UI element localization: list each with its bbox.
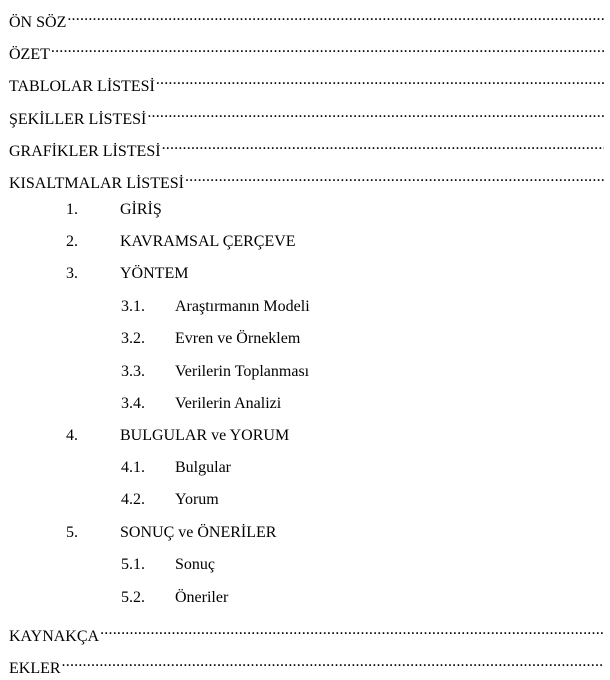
chapter-title: KAVRAMSAL ÇERÇEVE xyxy=(120,233,296,250)
toc-section-5-1[interactable] xyxy=(0,554,610,576)
toc-chapter-4[interactable] xyxy=(0,425,610,447)
section-number: 3.4. xyxy=(121,395,145,412)
section-title: Evren ve Örneklem xyxy=(175,330,301,347)
chapter-title: BULGULAR ve YORUM xyxy=(120,427,290,444)
chapter-number: 2. xyxy=(66,233,78,250)
section-number: 5.1. xyxy=(121,556,145,573)
toc-entry-label: ÖZET xyxy=(9,46,50,63)
toc-entry-sekiller-listesi[interactable] xyxy=(9,102,604,128)
toc-entry-grafikler-listesi[interactable] xyxy=(9,134,604,160)
toc-entry-label: TABLOLAR LİSTESİ xyxy=(9,78,155,95)
toc-entry-label: EKLER xyxy=(9,660,61,677)
toc-chapter-2[interactable] xyxy=(0,231,610,253)
toc-section-5-2[interactable] xyxy=(0,587,610,609)
toc-entry-tablolar-listesi[interactable] xyxy=(9,69,604,95)
section-title: Öneriler xyxy=(175,589,229,606)
section-number: 3.2. xyxy=(121,330,145,347)
section-number: 5.2. xyxy=(121,589,145,606)
chapter-title: YÖNTEM xyxy=(120,265,189,282)
section-number: 4.1. xyxy=(121,459,145,476)
chapter-title: GİRİŞ xyxy=(120,201,162,218)
toc-entry-label: ÖN SÖZ xyxy=(9,14,67,31)
toc-entry-label: ŞEKİLLER LİSTESİ xyxy=(9,111,147,128)
toc-section-4-2[interactable] xyxy=(0,489,610,511)
toc-chapter-1[interactable] xyxy=(0,199,610,221)
chapter-number: 3. xyxy=(66,265,78,282)
toc-section-4-1[interactable] xyxy=(0,457,610,479)
section-title: Verilerin Toplanması xyxy=(175,363,310,380)
toc-section-3-1[interactable] xyxy=(0,296,610,318)
toc-entry-on-soz[interactable] xyxy=(9,5,604,31)
chapter-title: SONUÇ ve ÖNERİLER xyxy=(120,524,277,541)
dot-leader xyxy=(162,134,604,156)
toc-entry-label: KAYNAKÇA xyxy=(9,628,100,645)
toc-entry-label: KISALTMALAR LİSTESİ xyxy=(9,175,184,192)
section-number: 3.3. xyxy=(121,363,145,380)
toc-entry-kaynakca[interactable] xyxy=(9,619,604,645)
chapter-number: 5. xyxy=(66,524,78,541)
toc-section-3-3[interactable] xyxy=(0,361,610,383)
toc-section-3-4[interactable] xyxy=(0,393,610,415)
toc-chapter-5[interactable] xyxy=(0,522,610,544)
dot-leader xyxy=(147,102,604,124)
dot-leader xyxy=(51,37,604,59)
section-number: 3.1. xyxy=(121,298,145,315)
dot-leader xyxy=(100,619,604,641)
section-title: Araştırmanın Modeli xyxy=(175,298,310,315)
toc-entry-label: GRAFİKLER LİSTESİ xyxy=(9,143,161,160)
chapter-number: 1. xyxy=(66,201,78,218)
dot-leader xyxy=(156,69,604,91)
section-title: Sonuç xyxy=(175,556,215,573)
section-title: Yorum xyxy=(175,491,219,508)
section-title: Verilerin Analizi xyxy=(175,395,282,412)
dot-leader xyxy=(62,651,604,673)
section-number: 4.2. xyxy=(121,491,145,508)
toc-entry-ozet[interactable] xyxy=(9,37,604,63)
section-title: Bulgular xyxy=(175,459,231,476)
toc-entry-kisaltmalar-listesi[interactable] xyxy=(9,166,604,192)
chapter-number: 4. xyxy=(66,427,78,444)
toc-chapter-3[interactable] xyxy=(0,263,610,285)
toc-section-3-2[interactable] xyxy=(0,328,610,350)
dot-leader xyxy=(67,5,604,27)
toc-entry-ekler[interactable] xyxy=(9,651,604,677)
dot-leader xyxy=(185,166,604,188)
